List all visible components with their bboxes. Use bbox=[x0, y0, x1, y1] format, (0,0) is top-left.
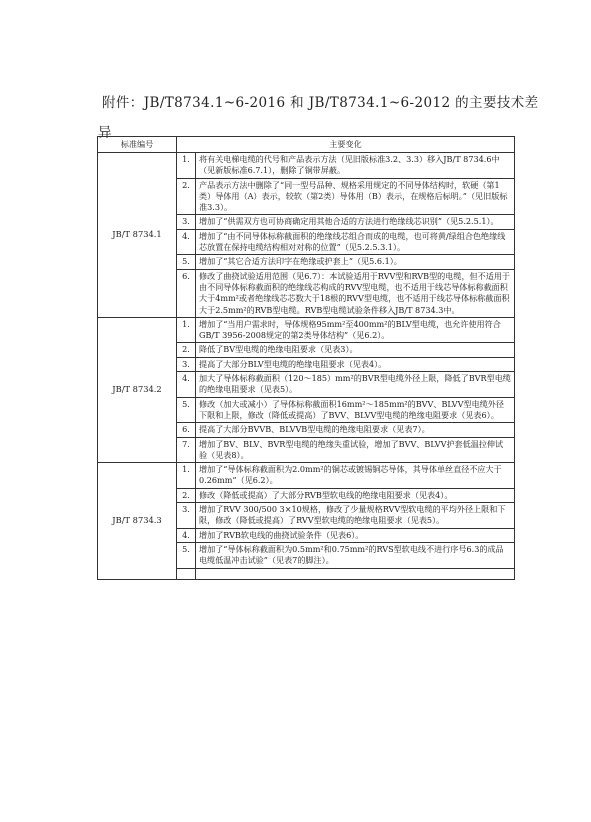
title-line-2: 异 bbox=[98, 125, 112, 141]
item-number: 7. bbox=[177, 437, 196, 463]
blank-cell bbox=[196, 568, 515, 579]
change-text: 修改（加大或减小）了导体标称截面积16mm²～185mm²的BVV、BLVV型电缆外径下限和上限，修改（降低或提高）了BVV、BLVV型电缆的绝缘电阻要求（见表6）。 bbox=[196, 397, 515, 423]
change-text: 提高了大部分BLV型电缆的绝缘电阻要求（见表4）。 bbox=[196, 357, 515, 371]
blank-cell bbox=[177, 568, 196, 579]
item-number: 1. bbox=[177, 463, 196, 489]
change-text: 将有关电梯电缆的代号和产品表示方法（见旧版标准3.2、3.3）移入JB/T 8734.6中（见新版标准6.7.1），删除了铜带屏蔽。 bbox=[196, 153, 515, 179]
change-text: 修改了曲挠试验适用范围（见6.7）：本试验适用于RVV型和RVB型的电缆，但不适用于由不同导体标称截面积的绝缘线芯构成的RVV型电缆，也不适用于线芯导体标称截面积大于4mm²或者绝缘线芯芯数大于18根的RVV型电缆，也不适用于线芯导体标称截面积大于2.5mm²的RVB型电缆。RVB型电缆试验条件移入JB/T 8734.3中。 bbox=[196, 269, 515, 317]
item-number: 2. bbox=[177, 488, 196, 502]
table-row bbox=[98, 317, 515, 343]
change-text: 增加了RVB软电线的曲挠试验条件（见表6）。 bbox=[196, 528, 515, 542]
change-text: 增加了RVV 300/500 3×10规格，修改了少量规格RVV型软电缆的平均外径上限和下限，修改（降低或提高）了RVV型软电缆的绝缘电阻要求（见表5）。 bbox=[196, 503, 515, 529]
item-number: 3. bbox=[177, 357, 196, 371]
title-line-1: 附件：JB/T8734.1~6-2016 和 JB/T8734.1~6-2012 的主要技术差 bbox=[102, 95, 539, 111]
table-row bbox=[98, 153, 515, 179]
change-text: 产品表示方法中删除了“同一型号品种、规格采用规定的不同导体结构时，软硬（第1类）导体用（A）表示，较软（第2类）导体用（B）表示，在规格后标明。”（见旧版标准3.3）。 bbox=[196, 178, 515, 215]
item-number: 1. bbox=[177, 153, 196, 179]
item-number: 3. bbox=[177, 503, 196, 529]
header-main-changes: 主要变化 bbox=[177, 137, 515, 153]
change-text: 提高了大部分BVVB、BLVVB型电缆的绝缘电阻要求（见表7）。 bbox=[196, 423, 515, 437]
table-header-row bbox=[98, 137, 515, 153]
item-number: 3. bbox=[177, 215, 196, 229]
item-number: 2. bbox=[177, 178, 196, 215]
change-text: 增加了“导体标称截面积为0.5mm²和0.75mm²的RVS型软电线不进行序号6.3的成品电缆低温冲击试验”（见表7的脚注）。 bbox=[196, 542, 515, 568]
item-number: 2. bbox=[177, 343, 196, 357]
standard-number-cell: JB/T 8734.3 bbox=[98, 463, 177, 579]
item-number: 4. bbox=[177, 229, 196, 255]
change-text: 加大了导体标称截面积（120～185）mm²的BVR型电缆外径上限，降低了BVR型电缆的绝缘电阻要求（见表5）。 bbox=[196, 372, 515, 398]
change-text: 修改（降低或提高）了大部分RVB型软电线的绝缘电阻要求（见表4）。 bbox=[196, 488, 515, 502]
item-number: 1. bbox=[177, 317, 196, 343]
standard-number-cell: JB/T 8734.1 bbox=[98, 153, 177, 318]
differences-table bbox=[97, 136, 515, 580]
item-number: 5. bbox=[177, 397, 196, 423]
change-text: 增加了“其它合适方法印字在绝缘或护套上”（见5.6.1）。 bbox=[196, 255, 515, 269]
change-text: 增加了“由不同导体标称截面积的绝缘线芯组合而成的电缆，也可将黄/绿组合色绝缘线芯放置在保持电缆结构相对对称的位置”（见5.2.5.3.1）。 bbox=[196, 229, 515, 255]
item-number: 4. bbox=[177, 372, 196, 398]
item-number: 6. bbox=[177, 423, 196, 437]
change-text: 增加了BV、BLV、BVR型电缆的绝缘失重试验，增加了BVV、BLVV护套低温拉伸试验（见表8）。 bbox=[196, 437, 515, 463]
item-number: 6. bbox=[177, 269, 196, 317]
change-text: 增加了“供需双方也可协商确定用其他合适的方法进行绝缘线芯识别”（见5.2.5.1）。 bbox=[196, 215, 515, 229]
item-number: 5. bbox=[177, 255, 196, 269]
header-standard-number: 标准编号 bbox=[98, 137, 177, 153]
item-number: 5. bbox=[177, 542, 196, 568]
standard-number-cell: JB/T 8734.2 bbox=[98, 317, 177, 462]
change-text: 增加了“当用户需求时，导体规格95mm²至400mm²的BLV型电缆，也允许使用符合GB/T 3956-2008规定的第2类导体结构”（见6.2）。 bbox=[196, 317, 515, 343]
table-row bbox=[98, 463, 515, 489]
change-text: 降低了BV型电缆的绝缘电阻要求（见表3）。 bbox=[196, 343, 515, 357]
item-number: 4. bbox=[177, 528, 196, 542]
change-text: 增加了“导体标称截面积为2.0mm²的铜芯或镀锡铜芯导体，其导体单丝直径不应大于0.26mm”（见6.2）。 bbox=[196, 463, 515, 489]
